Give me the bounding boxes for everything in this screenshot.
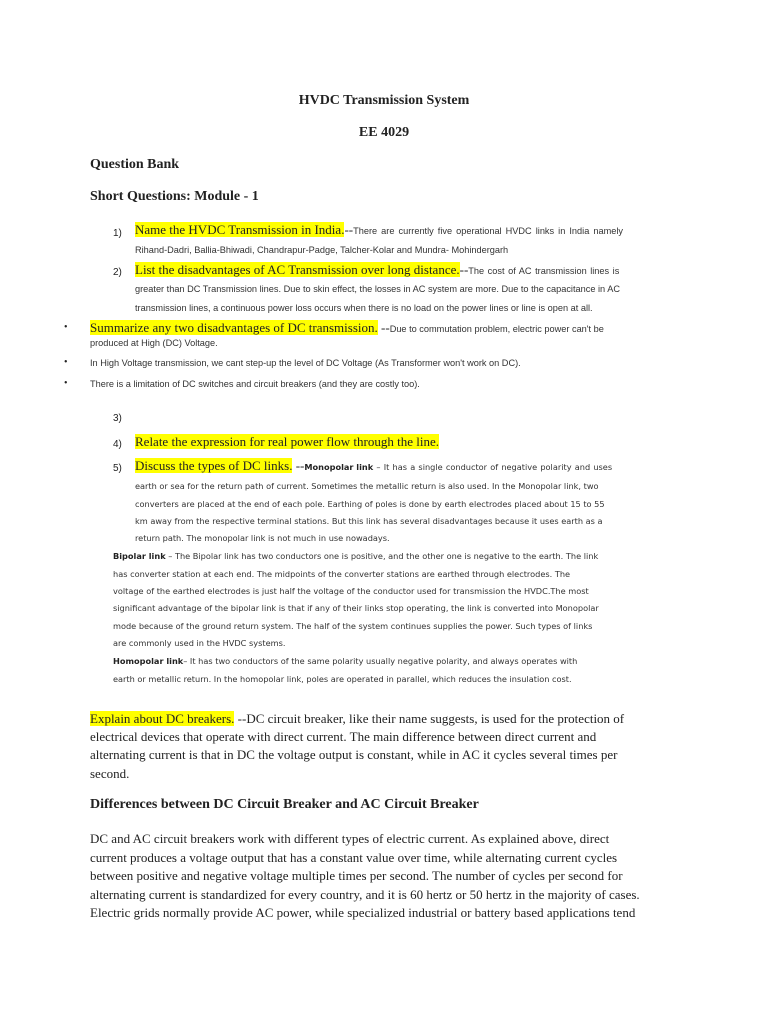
breakers-dash: --	[234, 711, 247, 726]
q1-dash: --	[344, 222, 354, 237]
bullet-marker: •	[64, 322, 68, 333]
document-title: HVDC Transmission System	[298, 93, 470, 108]
q5-line	[135, 458, 612, 474]
homopolar-line-1	[113, 656, 577, 666]
monopolar-l3: converters are placed at the end of each pole. Earthing of poles is done by earth electrodes placed about 15 to 55	[135, 499, 605, 509]
bullet1-answer-l1: Due to commutation problem, electric power can't be	[389, 324, 604, 334]
q1-number: 1)	[113, 228, 122, 239]
bipolar-l4: significant advantage of the bipolar link is that if any of their links stop operating, the link is converted into Monopolar	[113, 603, 599, 613]
differences-l5: Electric grids normally provide AC power, while specialized industrial or battery based applications tend	[90, 905, 636, 920]
question-bank-heading: Question Bank	[90, 157, 180, 172]
bullet3-text: There is a limitation of DC switches and circuit breakers (and they are costly too).	[90, 379, 420, 389]
bullet1-dash: --	[377, 320, 390, 335]
breakers-line-1	[90, 711, 624, 727]
module-heading: Short Questions: Module - 1	[90, 189, 259, 204]
breakers-l3: alternating current is that in DC the voltage output is constant, while in AC it cycles several times per	[90, 747, 618, 762]
differences-l1: DC and AC circuit breakers work with different types of electric current. As explained above, direct	[90, 831, 610, 846]
q1-answer-l2: Rihand-Dadri, Ballia-Bhiwadi, Chandrapur-Padge, Talcher-Kolar and Mundra- Mohindergarh	[135, 245, 509, 255]
monopolar-l4: km away from the respective terminal stations. But this link has several disadvantages because it uses earth as a	[135, 516, 603, 526]
bullet1-answer-l2: produced at High (DC) Voltage.	[90, 338, 218, 348]
bipolar-l3: voltage of the earthed electrodes is just half the voltage of the conductor used for transmission the HVDC.The most	[113, 586, 589, 596]
bipolar-l1: – The Bipolar link has two conductors one is positive, and the other one is negative to the earth. The link	[165, 551, 599, 561]
bullet-marker: •	[64, 357, 68, 368]
q5-dash: --	[292, 458, 305, 473]
course-code: EE 4029	[358, 125, 410, 140]
differences-l4: alternating current is standardized for every country, and it is 60 hertz or 50 hertz in the majority of cases.	[90, 887, 640, 902]
bullet-marker: •	[64, 378, 68, 389]
breakers-l1: DC circuit breaker, like their name suggests, is used for the protection of	[246, 711, 625, 726]
monopolar-l2: earth or sea for the return path of current. Sometimes the metallic return is also used. In the Monopolar link, two	[135, 481, 599, 491]
homopolar-l1: – It has two conductors of the same polarity usually negative polarity, and always operates with	[183, 656, 578, 666]
bullet1-line	[90, 320, 604, 336]
monopolar-l5: return path. The monopolar link is not much in use nowadays.	[135, 533, 390, 543]
differences-l3: between positive and negative voltage multiple times per second. The number of cycles per second for	[90, 868, 623, 883]
q5-question: Discuss the types of DC links.	[135, 458, 293, 473]
breakers-l2: electrical devices that operate with direct current. The main difference between direct current and	[90, 729, 597, 744]
homopolar-label: Homopolar link	[113, 656, 184, 666]
q4-number: 4)	[113, 439, 122, 450]
q3-number: 3)	[113, 413, 122, 424]
breakers-question: Explain about DC breakers.	[90, 711, 235, 726]
q2-question: List the disadvantages of AC Transmission over long distance.	[135, 262, 460, 277]
q1-question: Name the HVDC Transmission in India.	[135, 222, 345, 237]
q2-answer-l3: transmission lines, a continuous power loss occurs when there is no load on the power lines or line is open at all.	[135, 303, 593, 313]
q5-number: 5)	[113, 463, 122, 474]
q2-answer-l2: greater than DC Transmission lines. Due to skin effect, the losses in AC system are more. Due to the capacitance in AC	[135, 284, 620, 294]
monopolar-l1: – It has a single conductor of negative polarity and uses	[373, 462, 613, 472]
q4-line	[135, 434, 439, 450]
differences-heading: Differences between DC Circuit Breaker and AC Circuit Breaker	[90, 797, 479, 812]
differences-l2: current produces a voltage output that has a constant value over time, while alternating current cycles	[90, 850, 618, 865]
bipolar-l2: has converter station at each end. The midpoints of the converter stations are earthed through electrodes. The	[113, 569, 571, 579]
q1-answer-l1: There are currently five operational HVDC links in India namely	[353, 226, 623, 236]
q1-line	[135, 222, 623, 238]
bipolar-l5: mode because of the ground return system. The half of the system continues supplies the power. Such types of links	[113, 621, 593, 631]
bipolar-line-1	[113, 551, 598, 561]
q4-question: Relate the expression for real power flow through the line.	[135, 434, 439, 449]
monopolar-label: Monopolar link	[304, 462, 374, 472]
bullet1-question: Summarize any two disadvantages of DC transmission.	[90, 320, 378, 335]
bipolar-l6: are commonly used in the HVDC systems.	[113, 638, 286, 648]
homopolar-l2: earth or metallic return. In the homopolar link, poles are operated in parallel, which reduces the insulation cost.	[113, 674, 572, 684]
bullet2-text: In High Voltage transmission, we cant step-up the level of DC Voltage (As Transformer won't work on DC).	[90, 358, 521, 368]
bipolar-label: Bipolar link	[113, 551, 166, 561]
q2-line	[135, 262, 619, 278]
q2-dash: --	[459, 262, 469, 277]
q2-number: 2)	[113, 267, 122, 278]
breakers-l4: second.	[90, 766, 130, 781]
q2-answer-l1: The cost of AC transmission lines is	[468, 266, 620, 276]
